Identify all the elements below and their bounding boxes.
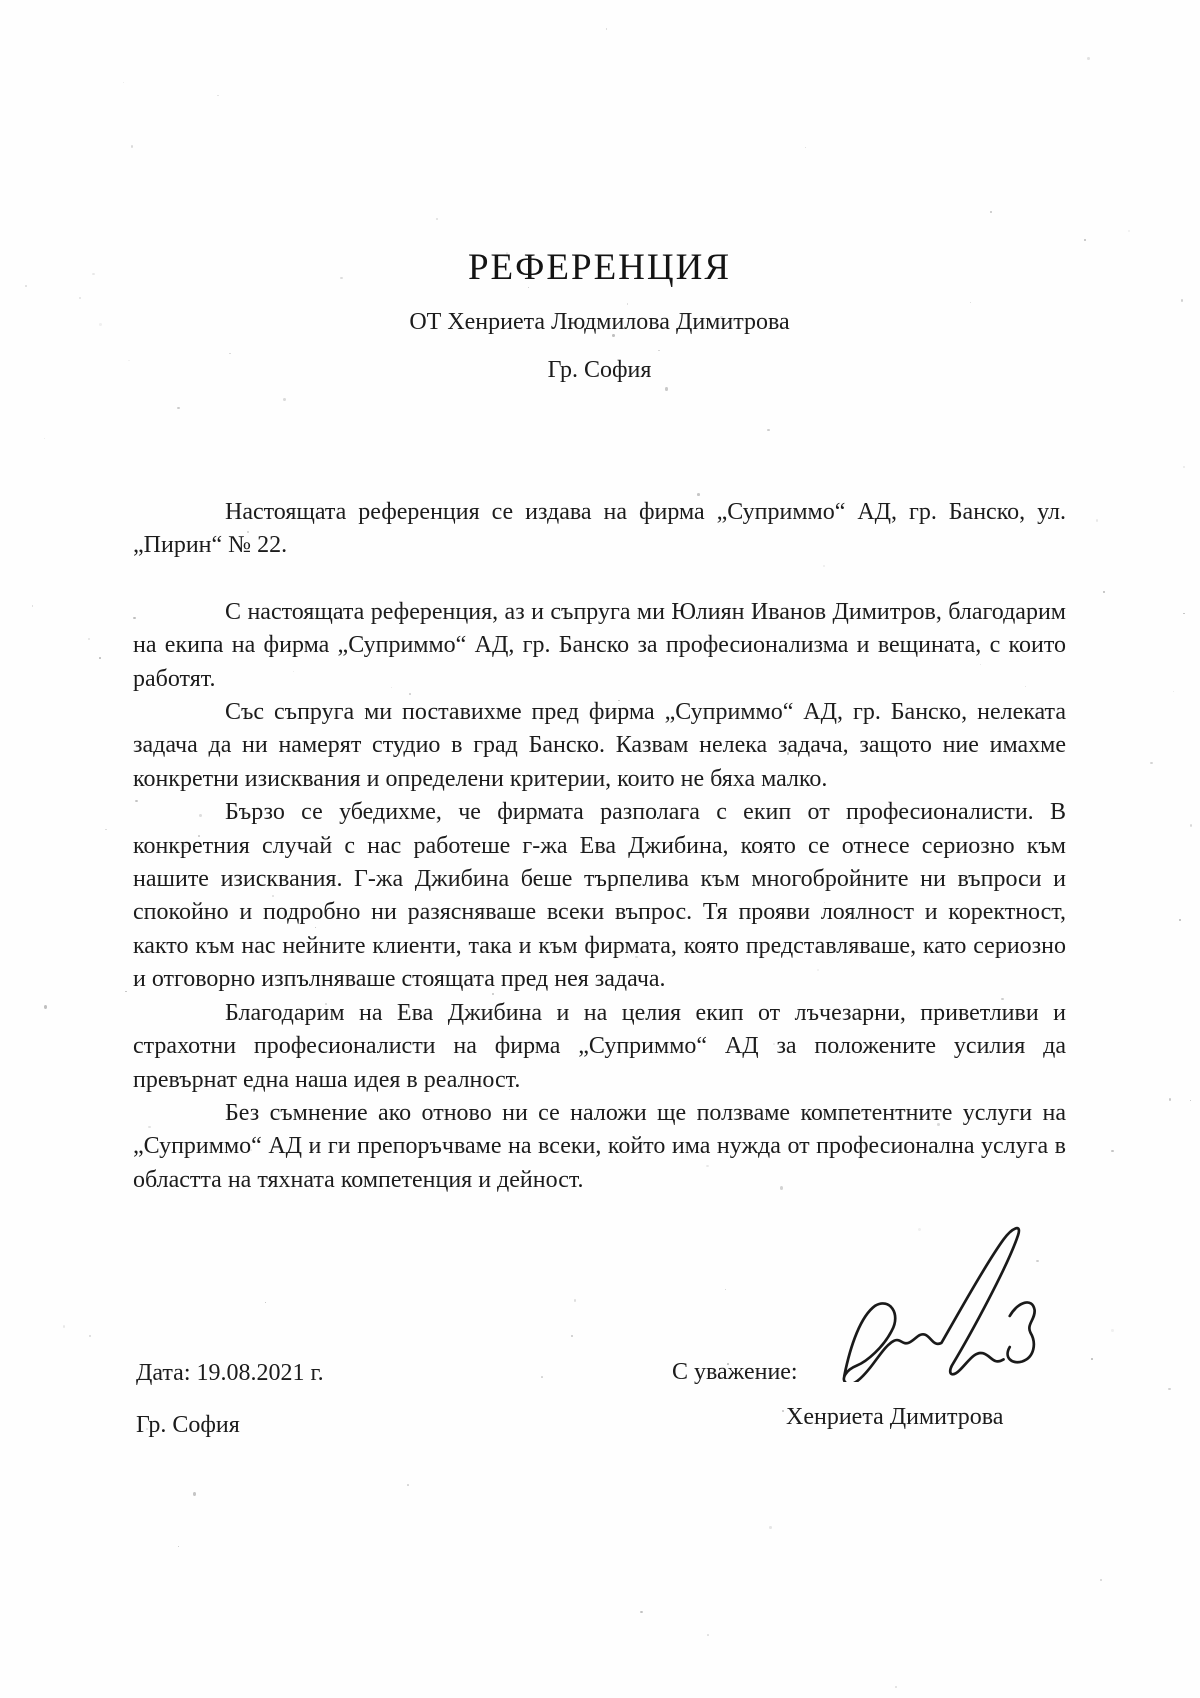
subtitle-author: ОТ Хенриета Людмилова Димитрова xyxy=(409,309,790,335)
date-line: Дата: 19.08.2021 г. xyxy=(136,1360,324,1386)
signature-stroke-flourish xyxy=(1008,1302,1035,1362)
city-line: Гр. София xyxy=(136,1412,240,1438)
letter-body xyxy=(133,496,1066,1197)
paragraph: Без съмнение ако отново ни се наложи ще ползваме компетентните услуги на „Суприммо“ АД и ги препоръчваме на всеки, който има нужда от професионална услуга в областта на тяхната компетенция и дейност. xyxy=(133,1099,1066,1193)
signer-name: Хенриета Димитрова xyxy=(786,1404,1004,1430)
paragraph: Настоящата референция се издава на фирма „Суприммо“ АД, гр. Банско, ул. „Пирин“ № 22. xyxy=(133,499,1066,559)
paragraph: Със съпруга ми поставихме пред фирма „Суприммо“ АД, гр. Банско, нелеката задача да ни намерят студио в град Банско. Казвам нелека задача, защото ние имахме конкретни изисквания и определени критерии, които не бяха малко. xyxy=(133,699,1066,792)
paragraph: Бързо се убедихме, че фирмата разполага с екип от професионалисти. В конкретния случай с нас работеше г-жа Ева Джибина, която се отнесе сериозно към нашите изисквания. Г-жа Джибина беше търпелива към многобройните ни въпроси и спокойно и подробно ни разясняваше всеки въпрос. Тя прояви лоялност и коректност, както към нас нейните клиенти, така и към фирмата, която представляваше, като сериозно и отговорно изпълняваше стоящата пред нея задача. xyxy=(133,799,1066,993)
paragraph: С настоящата референция, аз и съпруга ми Юлиян Иванов Димитров, благодарим на екипа на фирма „Суприммо“ АД, гр. Банско за професионализма и вещината, с които работят. xyxy=(133,598,1066,692)
signature-stroke-main xyxy=(844,1228,1019,1382)
subtitle-city: Гр. София xyxy=(547,357,652,383)
paragraph: Благодарим на Ева Джибина и на целия екип от лъчезарни, приветливи и страхотни професионалисти на фирма „Суприммо“ АД за положените усилия да превърнат една наша идея в реалност. xyxy=(133,999,1066,1093)
closing-line: С уважение: xyxy=(672,1359,798,1385)
page-title: РЕФЕРЕНЦИЯ xyxy=(467,247,732,288)
handwritten-signature-image xyxy=(836,1220,1048,1382)
